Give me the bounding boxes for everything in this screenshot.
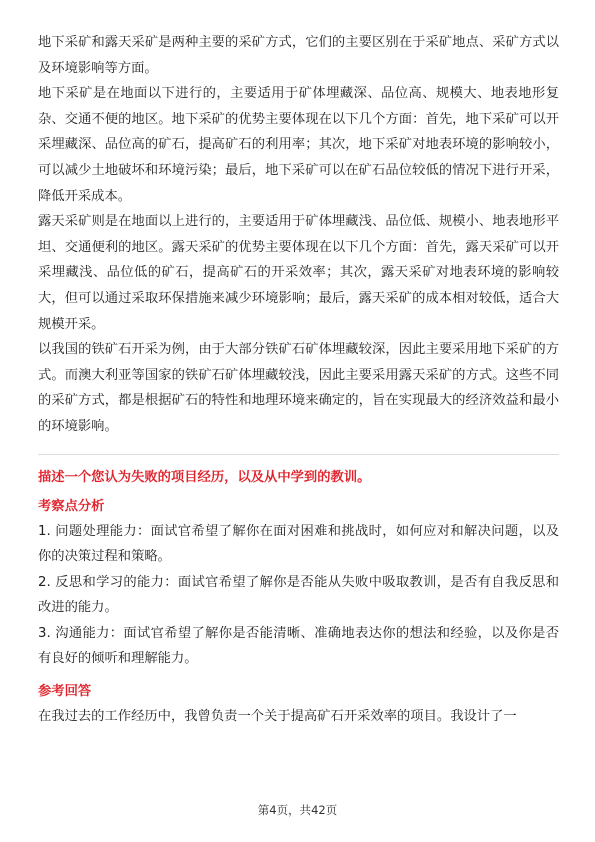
body-paragraph: 地下采矿是在地面以下进行的，主要适用于矿体埋藏深、品位高、规模大、地表地形复杂、交通不便的地区。地下采矿的优势主要体现在以下几个方面：首先，地下采矿可以开采埋藏深、品位高的矿石，提高矿石的利用率；其次，地下采矿对地表环境的影响较小，可以减少土地破坏和环境污染；最后，地下采矿可以在矿石品位较低的情况下进行开采，降低开采成本。 (38, 86, 559, 204)
answer-heading: 参考回答 (38, 684, 92, 700)
analysis-item: 2. 反思和学习的能力：面试官希望了解你是否能从失败中吸取教训，是否有自我反思和改进的能力。 (38, 574, 559, 616)
body-paragraph: 地下采矿和露天采矿是两种主要的采矿方式，它们的主要区别在于采矿地点、采矿方式以及环境影响等方面。 (38, 35, 559, 76)
analysis-item: 3. 沟通能力：面试官希望了解你是否能清晰、准确地表达你的想法和经验，以及你是否有良好的倾听和理解能力。 (38, 625, 559, 667)
body-paragraph: 露天采矿则是在地面以上进行的，主要适用于矿体埋藏浅、品位低、规模小、地表地形平坦、交通便利的地区。露天采矿的优势主要体现在以下几个方面：首先，露天采矿可以开采埋藏浅、品位低的矿石，提高矿石的开采效率；其次，露天采矿对地表环境的影响较大，但可以通过采取环保措施来减少环境影响；最后，露天采矿的成本相对较低，适合大规模开采。 (38, 214, 559, 332)
answer-text: 在我过去的工作经历中，我曾负责一个关于提高矿石开采效率的项目。我设计了一 (38, 709, 517, 725)
analysis-item: 1. 问题处理能力：面试官希望了解你在面对困难和挑战时，如何应对和解决问题，以及你的决策过程和策略。 (38, 523, 559, 565)
analysis-heading: 考察点分析 (38, 498, 105, 514)
body-paragraph: 以我国的铁矿石开采为例，由于大部分铁矿石矿体埋藏较深，因此主要采用地下采矿的方式。而澳大利亚等国家的铁矿石矿体埋藏较浅，因此主要采用露天采矿的方式。这些不同的采矿方式，都是根据矿石的特性和地理环境来确定的，旨在实现最大的经济效益和最小的环境影响。 (38, 342, 559, 434)
page-number-footer: 第4页，共42页 (257, 803, 338, 817)
section-divider (38, 454, 559, 455)
question-heading: 描述一个您认为失败的项目经历，以及从中学到的教训。 (38, 469, 371, 485)
